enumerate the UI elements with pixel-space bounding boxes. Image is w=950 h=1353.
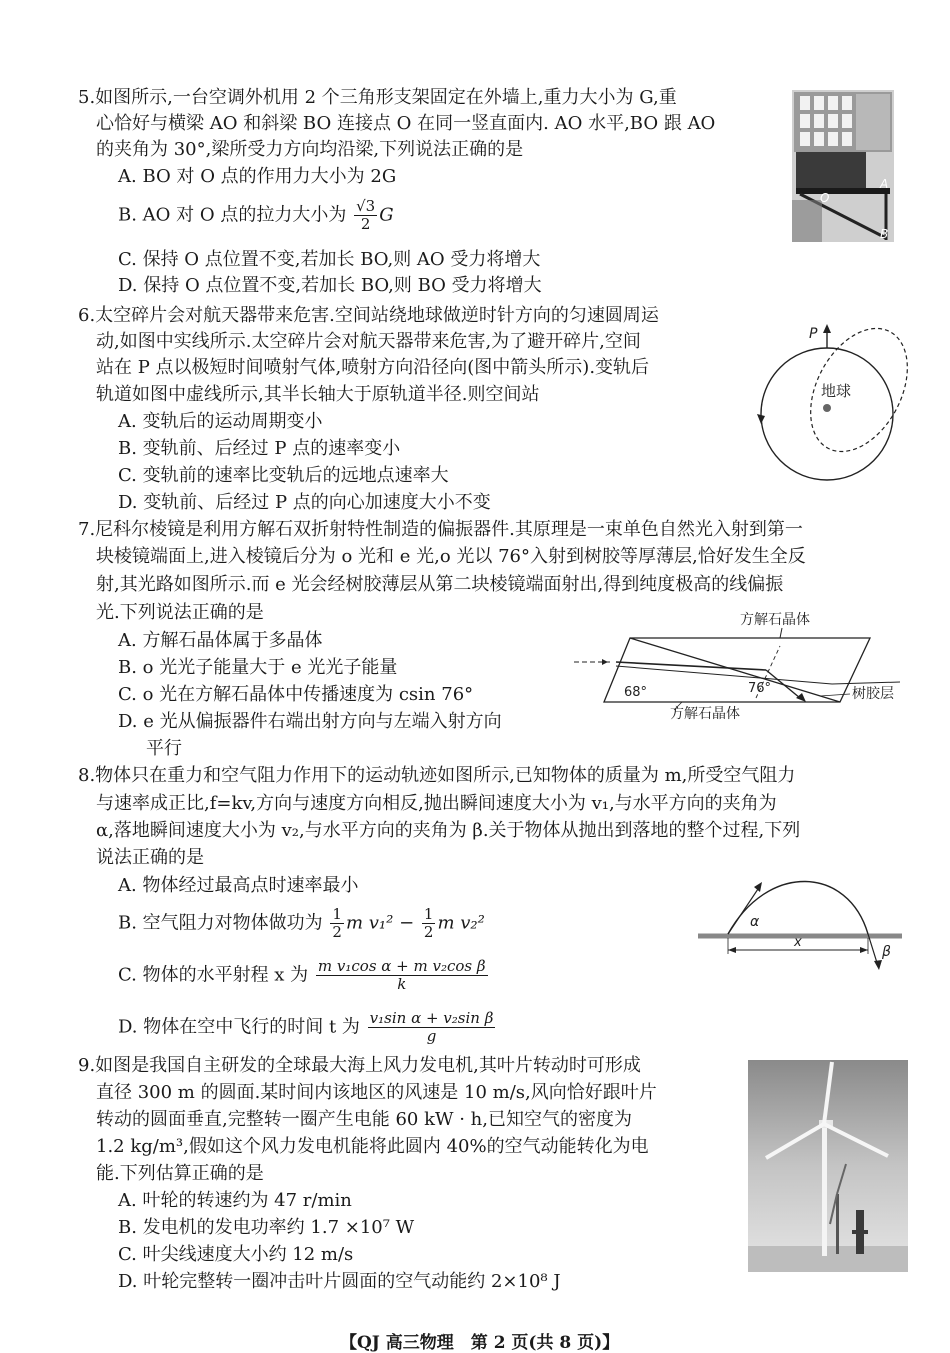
q6-direction-arrowhead-icon — [757, 414, 765, 424]
q7-label-76: 76° — [748, 681, 772, 696]
q8-stem-line2: 与速率成正比,f=kv,方向与速度方向相反,抛出瞬间速度大小为 v₁,与水平方向的夹角为 — [96, 793, 777, 814]
q5-option-d: D. 保持 O 点位置不变,若加长 BO,则 BO 受力将增大 — [118, 275, 542, 296]
q8-option-d-den: g — [426, 1027, 437, 1045]
q8-stem-line1: 8.物体只在重力和空气阻力作用下的运动轨迹如图所示,已知物体的质量为 m,所受空气阻力 — [78, 765, 796, 786]
q7-o-ray — [616, 662, 766, 670]
q9-stem-line5: 能.下列估算正确的是 — [96, 1163, 264, 1184]
q7-label-bottom-crystal: 方解石晶体 — [670, 706, 740, 722]
q8-option-b-pre: B. 空气阻力对物体做功为 — [118, 912, 323, 934]
q5-option-b-fraction — [354, 198, 377, 233]
q7-o-ray-reflected — [766, 670, 800, 698]
q7-stem-line3: 射,其光路如图所示.而 e 光会经树胶薄层从第二块棱镜端面射出,得到纯度极高的线偏振 — [96, 574, 784, 595]
q9-option-d: D. 叶轮完整转一圈冲击叶片圆面的空气动能约 2×10⁸ J — [118, 1271, 561, 1292]
q8-option-a: A. 物体经过最高点时速率最小 — [118, 875, 359, 896]
page-footer: 【QJ 高三物理 第 2 页(共 8 页)】 — [340, 1333, 620, 1353]
q7-label-68: 68° — [624, 685, 648, 700]
q8-option-b-f1-num: 1 — [332, 905, 342, 923]
q9-option-b: B. 发电机的发电功率约 1.7 ×10⁷ W — [118, 1217, 415, 1238]
q5-fig-label-o: O — [820, 191, 830, 205]
q8-option-b-post: m v₂² — [437, 912, 485, 934]
q5-stem-line1: 5.如图所示,一台空调外机用 2 个三角形支架固定在外墙上,重力大小为 G,重 — [78, 87, 677, 108]
q7-option-d-line2: 平行 — [146, 738, 182, 759]
q9-stem-line3: 转动的圆面垂直,完整转一圈产生电能 60 kW · h,已知空气的密度为 — [96, 1109, 632, 1130]
q6-earth-label: 地球 — [821, 382, 852, 400]
q7-nicol-prism-diagram — [570, 606, 910, 722]
q9-turbine-tower — [822, 1126, 827, 1256]
q8-option-b-f2-num: 1 — [423, 905, 434, 923]
q8-option-b-mid: m v₁² − — [345, 912, 415, 934]
q6-stem-line2: 动,如图中实线所示.太空碎片会对航天器带来危害,为了避开碎片,空间 — [96, 331, 641, 352]
q8-stem-line4: 说法正确的是 — [96, 847, 204, 868]
q8-option-b-fraction2 — [422, 906, 436, 941]
q6-option-c: C. 变轨前的速率比变轨后的远地点速率大 — [118, 465, 449, 486]
q8-label-beta: β — [882, 944, 891, 960]
q5-ac-unit-photo — [792, 90, 894, 242]
q8-trajectory-diagram — [698, 872, 902, 974]
q8-option-b-f2-den: 2 — [423, 923, 434, 941]
q8-option-d-fraction — [368, 1010, 496, 1045]
q8-label-alpha: α — [750, 914, 760, 930]
q9-option-c: C. 叶尖线速度大小约 12 m/s — [118, 1244, 354, 1265]
q8-option-c-fraction — [316, 958, 488, 993]
earth-dot-icon — [823, 404, 831, 412]
q5-fig-label-a: A — [880, 177, 889, 191]
q6-option-b: B. 变轨前、后经过 P 点的速率变小 — [118, 438, 401, 459]
q8-stem-line3: α,落地瞬间速度大小为 v₂,与水平方向的夹角为 β.关于物体从抛出到落地的整个过程,下列 — [96, 820, 801, 841]
q8-option-d — [118, 1010, 497, 1045]
q5-option-b-num: √3 — [356, 197, 376, 215]
q5-option-b-pre: B. AO 对 O 点的拉力大小为 — [118, 204, 347, 226]
q5-option-b — [118, 198, 394, 233]
q8-option-d-pre: D. 物体在空中飞行的时间 t 为 — [118, 1016, 360, 1038]
q6-option-a: A. 变轨后的运动周期变小 — [118, 411, 323, 432]
q8-trajectory-curve — [728, 881, 868, 934]
q8-option-b — [118, 906, 485, 941]
q7-e-ray — [616, 666, 832, 684]
q9-stem-line1: 9.如图是我国自主研发的全球最大海上风力发电机,其叶片转动时可形成 — [78, 1055, 641, 1076]
q5-option-c: C. 保持 O 点位置不变,若加长 BO,则 AO 受力将增大 — [118, 249, 541, 270]
q5-option-a: A. BO 对 O 点的作用力大小为 2G — [118, 166, 397, 187]
q6-original-orbit — [761, 348, 893, 480]
q8-option-b-f1-den: 2 — [332, 923, 342, 941]
q8-option-b-fraction1 — [330, 906, 344, 941]
q5-fig-label-b: B — [880, 227, 889, 241]
q8-label-x: x — [794, 935, 802, 950]
q9-option-a: A. 叶轮的转速约为 47 r/min — [118, 1190, 352, 1211]
q8-option-c-pre: C. 物体的水平射程 x 为 — [118, 964, 309, 986]
q7-stem-line1: 7.尼科尔棱镜是利用方解石双折射特性制造的偏振器件.其原理是一束单色自然光入射到第一 — [78, 519, 803, 540]
q7-option-b: B. o 光光子能量大于 e 光光子能量 — [118, 657, 398, 678]
q6-stem-line1: 6.太空碎片会对航天器带来危害.空间站绕地球做逆时针方向的匀速圆周运 — [78, 305, 659, 326]
q7-label-top-crystal: 方解石晶体 — [740, 612, 810, 628]
q6-thrust-arrowhead-icon — [823, 324, 831, 333]
q7-stem-line2: 块棱镜端面上,进入棱镜后分为 o 光和 e 光,o 光以 76°入射到树胶等厚薄层,恰好发生全反 — [96, 546, 806, 567]
q5-stem-line2: 心恰好与横梁 AO 和斜梁 BO 连接点 O 在同一竖直面内. AO 水平,BO 跟 AO — [96, 113, 716, 134]
q9-wind-turbine-photo — [748, 1060, 908, 1272]
q5-stem-line3: 的夹角为 30°,梁所受力方向均沿梁,下列说法正确的是 — [96, 139, 524, 160]
q9-stem-line4: 1.2 kg/m³,假如这个风力发电机能将此圆内 40%的空气动能转化为电 — [96, 1136, 649, 1157]
q7-stem-line4: 光.下列说法正确的是 — [96, 602, 264, 623]
q5-option-b-post: G — [379, 204, 394, 226]
q8-option-c-den: k — [397, 975, 407, 993]
q5-option-b-den: 2 — [360, 215, 371, 233]
q7-option-d-line1: D. e 光从偏振器件右端出射方向与左端入射方向 — [118, 711, 502, 732]
q6-point-p-label: P — [809, 326, 818, 342]
q6-option-d: D. 变轨前、后经过 P 点的向心加速度大小不变 — [118, 492, 491, 513]
q8-option-c-num: m v₁cos α + m v₂cos β — [317, 957, 486, 975]
q7-option-c: C. o 光在方解石晶体中传播速度为 csin 76° — [118, 684, 474, 705]
q6-stem-line3: 站在 P 点以极短时间喷射气体,喷射方向沿径向(图中箭头所示).变轨后 — [96, 357, 650, 378]
q9-distant-tower — [836, 1194, 839, 1254]
q9-stem-line2: 直径 300 m 的圆面.某时间内该地区的风速是 10 m/s,风向恰好跟叶片 — [96, 1082, 657, 1103]
q6-orbit-diagram — [755, 308, 915, 484]
q7-option-a: A. 方解石晶体属于多晶体 — [118, 630, 323, 651]
q8-option-d-num: v₁sin α + v₂sin β — [369, 1009, 494, 1027]
q7-label-balsam: 树胶层 — [852, 686, 894, 702]
q8-option-c — [118, 958, 490, 993]
q6-stem-line4: 轨道如图中虚线所示,其半长轴大于原轨道半径.则空间站 — [96, 384, 540, 405]
